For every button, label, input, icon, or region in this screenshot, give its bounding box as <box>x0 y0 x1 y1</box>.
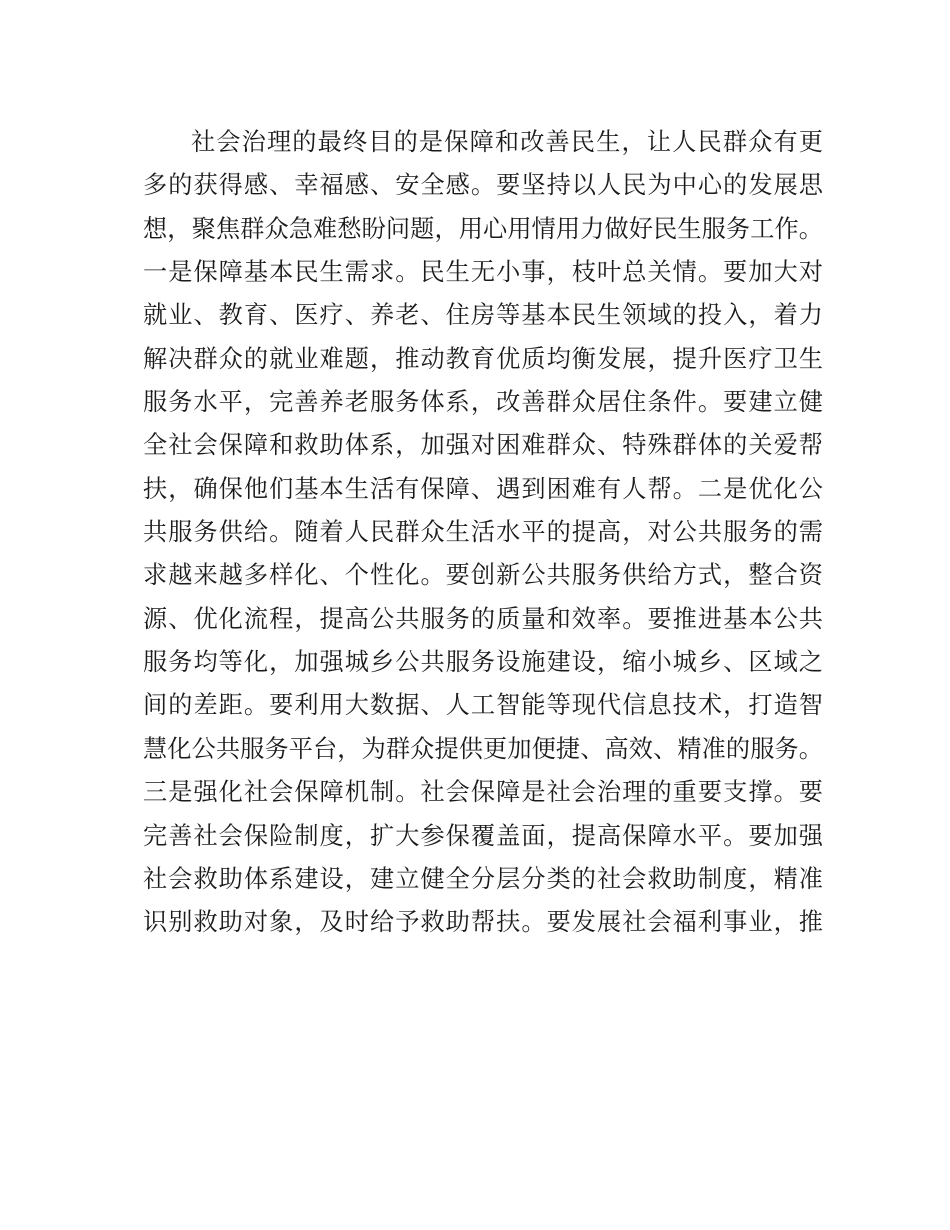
text-line-4: 一是保障基本民生需求。民生无小事，枝叶总关情。要加大对 <box>143 258 823 287</box>
text-line-11: 求越来越多样化、个性化。要创新公共服务供给方式，整合资 <box>143 561 823 590</box>
text-line-10: 共服务供给。随着人民群众生活水平的提高，对公共服务的需 <box>143 518 823 547</box>
text-line-18: 社会救助体系建设，建立健全分层分类的社会救助制度，精准 <box>143 864 823 893</box>
text-line-14: 间的差距。要利用大数据、人工智能等现代信息技术，打造智 <box>143 691 823 720</box>
text-line-5: 就业、教育、医疗、养老、住房等基本民生领域的投入，着力 <box>143 301 823 330</box>
body-paragraph <box>143 121 823 945</box>
text-line-19: 识别救助对象，及时给予救助帮扶。要发展社会福利事业，推 <box>143 908 823 937</box>
text-line-2: 多的获得感、幸福感、安全感。要坚持以人民为中心的发展思 <box>143 171 823 200</box>
text-line-13: 服务均等化，加强城乡公共服务设施建设，缩小城乡、区域之 <box>143 648 823 677</box>
text-line-16: 三是强化社会保障机制。社会保障是社会治理的重要支撑。要 <box>143 778 823 807</box>
text-line-3: 想，聚焦群众急难愁盼问题，用心用情用力做好民生服务工作。 <box>143 214 823 243</box>
text-line-8: 全社会保障和救助体系，加强对困难群众、特殊群体的关爱帮 <box>143 431 823 460</box>
text-line-1: 社会治理的最终目的是保障和改善民生，让人民群众有更 <box>191 128 823 156</box>
text-line-12: 源、优化流程，提高公共服务的质量和效率。要推进基本公共 <box>143 604 823 633</box>
text-line-15: 慧化公共服务平台，为群众提供更加便捷、高效、精准的服务。 <box>143 734 823 763</box>
text-line-6: 解决群众的就业难题，推动教育优质均衡发展，提升医疗卫生 <box>143 344 823 373</box>
text-line-9: 扶，确保他们基本生活有保障、遇到困难有人帮。二是优化公 <box>143 474 823 503</box>
text-line-17: 完善社会保险制度，扩大参保覆盖面，提高保障水平。要加强 <box>143 821 823 850</box>
text-line-7: 服务水平，完善养老服务体系，改善群众居住条件。要建立健 <box>143 388 823 417</box>
